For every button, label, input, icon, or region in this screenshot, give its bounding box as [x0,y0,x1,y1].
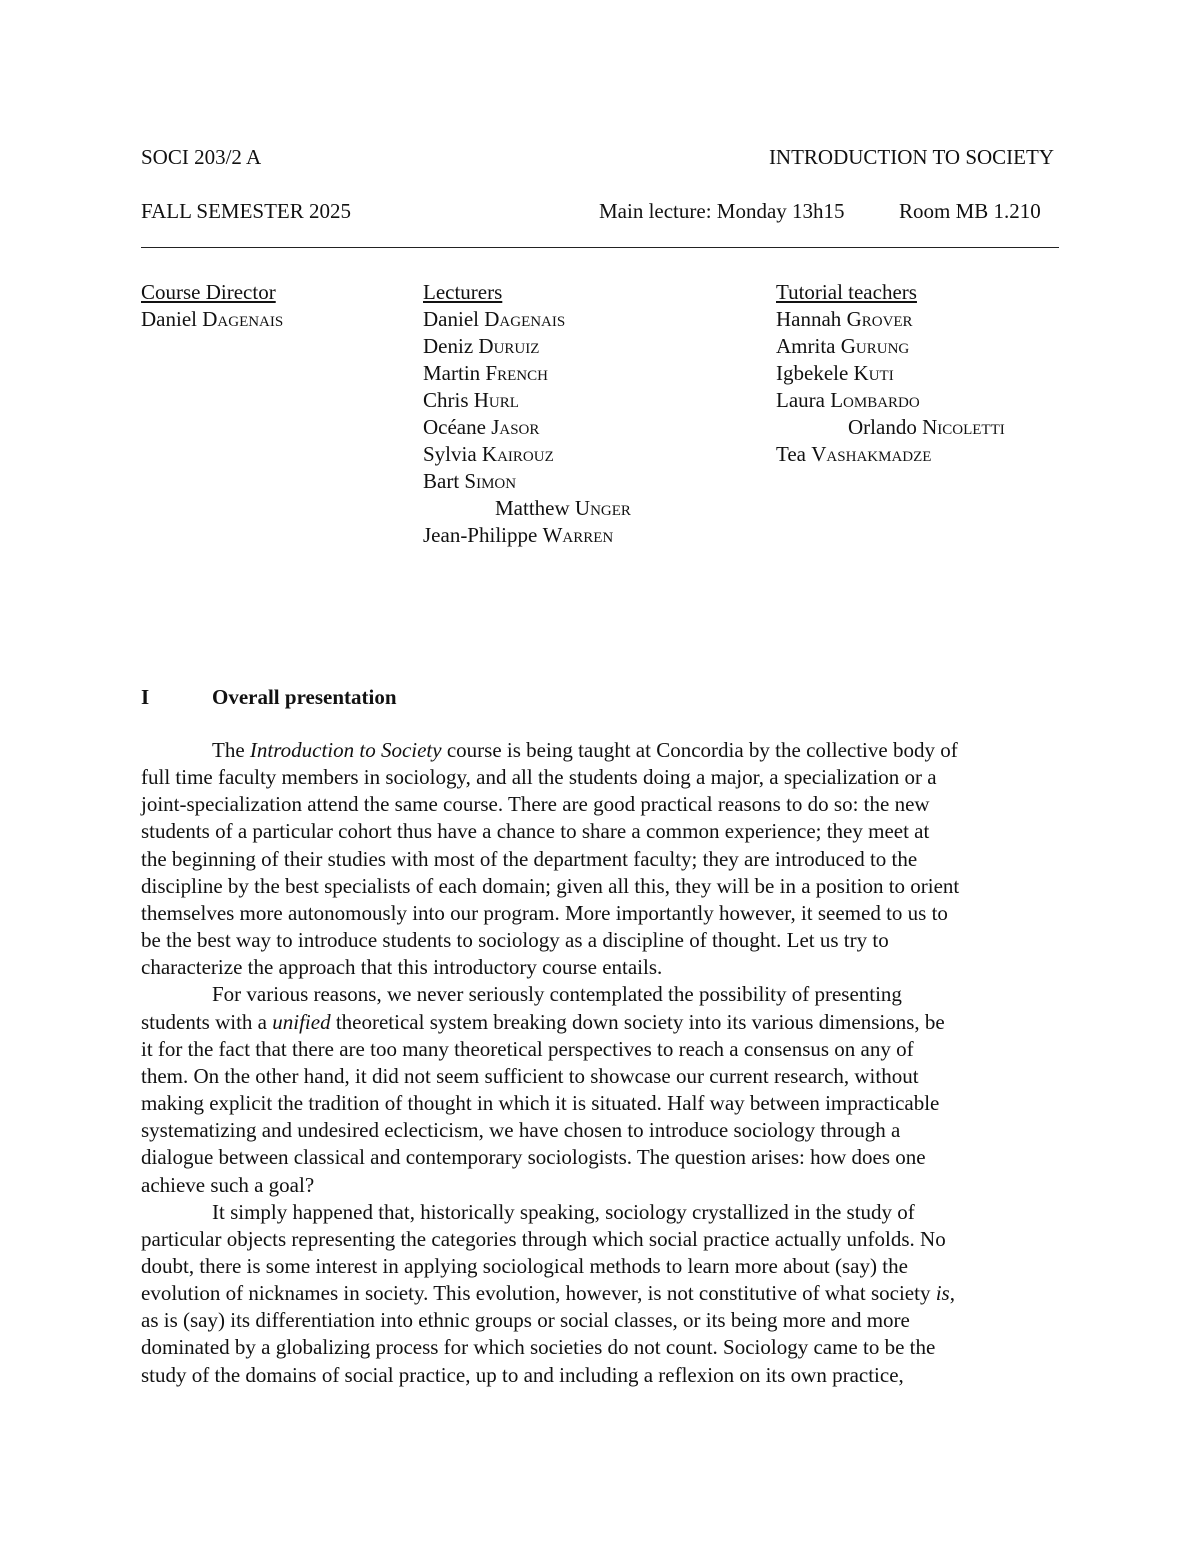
section-title: Overall presentation [212,685,397,709]
text-line: students of a particular cohort thus have a chance to share a common experience; they meet at [141,819,930,844]
text-line: as is (say) its differentiation into ethnic groups or social classes, or its being more and more [141,1308,910,1333]
director-column [141,279,283,333]
text-line: study of the domains of social practice, up to and including a reflexion on its own practice, [141,1362,904,1387]
course-code: SOCI 203/2 A [141,145,262,169]
text-line: systematizing and undesired eclecticism, we have chosen to introduce sociology through a [141,1118,901,1143]
text-line: For various reasons, we never seriously contemplated the possibility of presenting [212,982,902,1007]
text-line: themselves more autonomously into our program. More importantly however, it seemed to us to [141,900,948,925]
room: Room MB 1.210 [899,199,1041,223]
semester: FALL SEMESTER 2025 [141,199,352,223]
person-name: Martin French [423,361,548,385]
person-name: Chris Hurl [423,388,519,412]
person-name: Orlando Nicoletti [848,415,1005,439]
text-line: discipline by the best specialists of each domain; given all this, they will be in a position to orient [141,873,960,898]
person-name: Amrita Gurung [776,334,910,358]
person-name: Laura Lombardo [776,388,920,412]
text-line: students with a unified theoretical system breaking down society into its various dimensions, be [141,1009,945,1034]
text-line: dominated by a globalizing process for which societies do not count. Sociology came to be the [141,1335,936,1360]
text-line: It simply happened that, historically speaking, sociology crystallized in the study of [212,1199,915,1224]
person-name: Matthew Unger [495,496,631,520]
text-line: The Introduction to Society course is being taught at Concordia by the collective body of [212,738,958,762]
lecturers-column [423,279,631,549]
header-divider [141,247,1059,248]
text-line: characterize the approach that this introductory course entails. [141,955,663,980]
person-name: Sylvia Kairouz [423,442,554,466]
tutorials-column [776,279,1005,468]
course-title: INTRODUCTION TO SOCIETY [768,145,1054,169]
text-line: them. On the other hand, it did not seem sufficient to showcase our current research, without [141,1063,919,1088]
text-line: doubt, there is some interest in applying sociological methods to learn more about (say) the [141,1253,908,1278]
person-name: Jean-Philippe Warren [423,523,614,547]
director-heading: Course Director [141,280,276,304]
person-name: Bart Simon [423,469,517,493]
text-line: making explicit the tradition of thought in which it is situated. Half way between impracticable [141,1091,940,1116]
text-line: evolution of nicknames in society. This evolution, however, is not constitutive of what society is, [141,1281,955,1306]
text-line: dialogue between classical and contemporary sociologists. The question arises: how does one [141,1145,926,1170]
lecture-time: Main lecture: Monday 13h15 [599,199,845,223]
body-text [141,737,1061,1389]
person-name: Igbekele Kuti [776,361,894,385]
person-name: Océane Jasor [423,415,540,439]
text-line: it for the fact that there are too many theoretical perspectives to reach a consensus on any of [141,1036,914,1061]
text-line: joint-specialization attend the same course. There are good practical reasons to do so: the new [141,792,930,817]
lecturers-heading: Lecturers [423,280,503,304]
person-name: Hannah Grover [776,307,913,331]
section-number: I [141,685,150,709]
section-heading [141,685,397,709]
person-name: Tea Vashakmadze [776,442,932,466]
person-name: Daniel Dagenais [141,307,284,331]
text-line: be the best way to introduce students to sociology as a discipline of thought. Let us try to [141,928,889,953]
person-name: Daniel Dagenais [423,307,566,331]
person-name: Deniz Duruiz [423,334,540,358]
text-line: particular objects representing the categories through which social practice actually unfolds. No [141,1226,946,1251]
text-line: the beginning of their studies with most of the department faculty; they are introduced to the [141,846,918,871]
tutorials-heading: Tutorial teachers [776,280,917,304]
text-line: full time faculty members in sociology, and all the students doing a major, a specialization or a [141,765,937,790]
text-line: achieve such a goal? [141,1172,315,1197]
